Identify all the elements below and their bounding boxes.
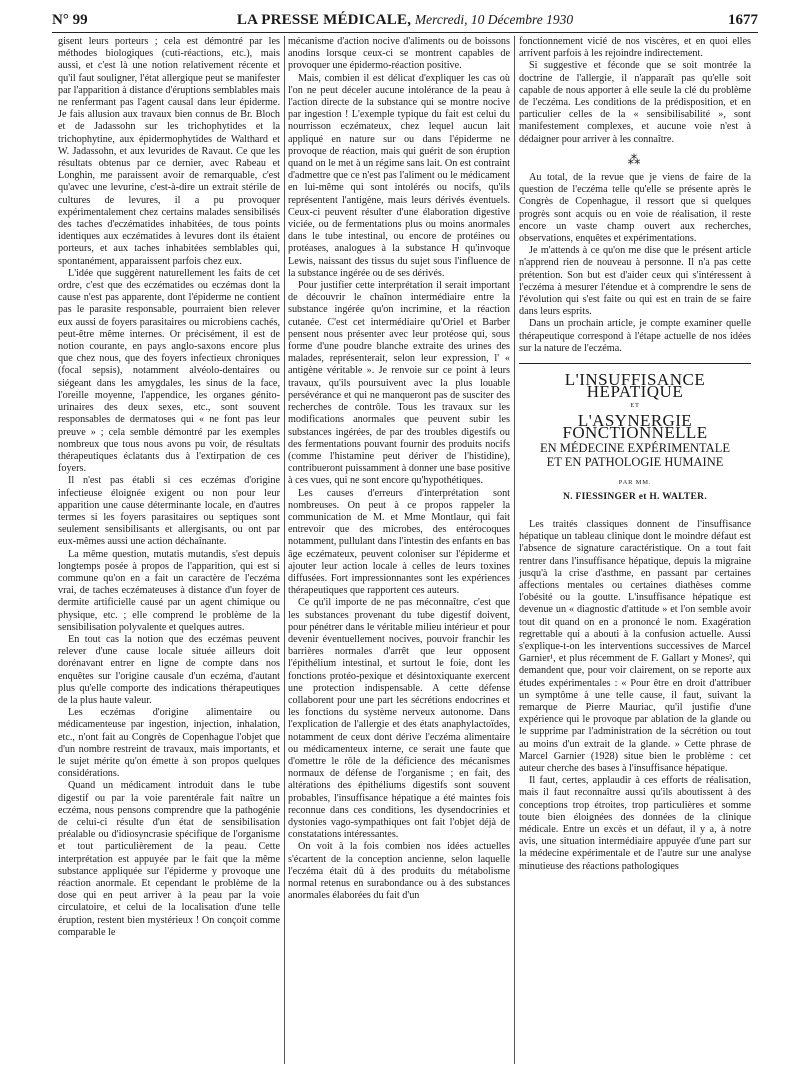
paragraph: Quand un médicament introduit dans le tube digestif ou par la voie parentérale fait naître un eczéma, nous pensons comprendre que la pathogénie de celui-ci résulte d'un état de sensibilisation préalable ou d'idiosyncrasie spécifique de l'organisme et tout particulièrement de la peau. Cette interprétation est appuyée par le fait que la même substance appliquée sur l'épiderme y provoque une réaction anormale. Et cependant le problème de la dose qui en peut arriver à la peau par la voie circulatoire, et celui de la localisation d'une telle éruption, restent bien mystérieux ! On conçoit comme comparable le (58, 780, 280, 938)
paragraph: On voit à la fois combien nos idées actuelles s'écartent de la conception ancienne, selon laquelle l'eczéma était dû à des produits du métabolisme normal retenus en surabondance ou à des substances anormales élaborées du fait d'un (288, 841, 510, 902)
paragraph: La même question, mutatis mutandis, s'est depuis longtemps posée à propos de l'apparition, qui est si commune qu'on en a fait un caractère de l'eczéma vrai, de taches eczémateuses à distance d'un foyer de dermite artificielle causé par un agent chimique ou physique, etc. ; elle comprend le problème de la sensibilisation polyvalente et quelques autres. (58, 548, 280, 633)
paragraph: Il faut, certes, applaudir à ces efforts de réalisation, mais il faut reconnaître aussi qu'ils aboutissent à des conceptions trop étroites, trop particulières et somme toute bien éloignées des données de la clinique médicale. Entre un excès et un défaut, il y a, à notre avis, une situation intermédiaire appuyée d'une part sur la médecine expérimentale et de l'autre sur une analyse minutieuse des réactions pathologiques (519, 775, 751, 872)
paragraph: Les causes d'erreurs d'interprétation sont nombreuses. On peut à ce propos rappeler la communication de M. et Mme Montlaur, qui fait entrevoir que des microbes, des entérocoques notamment, pullulant dans l'intestin des enfants en bas âge eczémateux, peuvent coloniser sur l'épiderme et ajouter leur action locale à celles de leurs toxines diffusées. Fort impressionnantes sont les expériences thérapeutiques que rapportent ces auteurs. (288, 487, 510, 597)
paragraph: gisent leurs porteurs ; cela est démontré par les méthodes biologiques (cuti-réactions, etc.), mais aussi, et c'est là une notion relativement récente et qu'il faut souligner, l'état allergique peut se manifester par l'apparition à distance d'éruptions semblables mais ne renfermant pas l'agent causal dans leur épiderme. Je fais allusion aux travaux bien connus de Br. Bloch et de Jadassohn sur les trichophytides et la trichophytine, aux épidermophytides de Walthard et W. Jadassohn, et aux levurides de Ravaut. Ce que les résultats obtenus par ce dernier, avec Rabeau et Longhin, me paraissent avoir de remarquable, c'est qu'avec une levurine, c'est-à-dire un extrait stérile de cultures de levures, il a pu provoquer expérimentalement chez certains malades sensibilisés des taches d'eczématides inhabitées, de tous points identiques aux eczématides à levures dont ils étaient porteurs, et aux taches inhabitées semblables qui, spontanément, apparaissent parfois chez eux. (58, 36, 280, 267)
paragraph: Les eczémas d'origine alimentaire ou médicamenteuse par ingestion, injection, inhalation, etc., n'ont fait au Congrès de Copenhague l'objet que d'un nombre restreint de travaux, mais importants, et le sujet mérite qu'on émette à son propos quelques considérations. (58, 707, 280, 780)
paragraph: Ce qu'il importe de ne pas méconnaître, c'est que les substances provenant du tube digestif doivent, pour pénétrer dans le véritable milieu intérieur et pour devenir éventuellement nocives, pouvoir franchir les barrières normales d'arrêt que leur opposent l'épithélium intestinal, et surtout le foie, dont les fonctions protéo-pexique et désintoxiquante exercent une protection indispensable. A cette défense collaborent pour une part les sécrétions endocrines et les fonctions du système nerveux autonome. Dans l'explication de l'allergie et des états anaphylactoïdes, notamment de ceux dont dérive l'eczéma alimentaire ou médicamenteux interne, ce serait une faute que d'omettre le rôle de la déficience des mécanismes normaux de défense de l'organisme ; en fait, des altérations des épithéliums digestifs sont souvent probables, l'insuffisance hépatique a été maintes fois reconnue dans ces conditions, les dysendocrinies et dystonies vago-sympathiques ont fait l'objet déjà de constatations intéressantes. (288, 597, 510, 841)
paragraph: Les traités classiques donnent de l'insuffisance hépatique un tableau clinique dont le moindre défaut est l'absence de signature caractéristique. On a tout fait rentrer dans l'insuffisance hépatique, depuis la migraine jusqu'à la crise d'asthme, en passant par certaines affections mentales ou certaines diathèses comme l'obésité ou la goutte. L'insuffisance hépatique est devenue un « diagnostic d'attitude » et l'on semble avoir tout dit quand on en a prononcé le nom. Exagération regrettable qui a abouti à la confusion actuelle. Aussi s'explique-t-on les interventions successives de Marcel Garnier¹, et plus récemment de F. Gallart y Mones², qui demandent que, pour voir clairement, on se reporte aux études expérimentales : « Pour être en droit d'attribuer un symptôme à une telle cause, il faut, suivant la remarque de Pierre Mauriac, qu'il justifie d'une expérience qui le provoque par ablation de la glande ou le supprime par l'administration de la sécrétion ou tout au moins d'un extrait de la glande. » Cette phrase de Marcel Garnier (1928) situe bien le problème : cet auteur cherche des bases à l'insuffisance hépatique. (519, 518, 751, 774)
paragraph: Au total, de la revue que je viens de faire de la question de l'eczéma telle qu'elle se présente après le Congrès de Copenhague, il ressort que si quelques progrès sont acquis ou en voie de réalisation, il reste encore un vaste champ ouvert aux recherches, observations, enquêtes et expérimentations. (519, 172, 751, 245)
column-3 (519, 36, 751, 873)
column-rule (284, 36, 285, 1064)
paragraph: Mais, combien il est délicat d'expliquer les cas où l'on ne peut déceler aucune intolérance de la peau à l'action directe de la substance qui se montre nocive par ingestion ! L'exemple typique du fait est celui du nourrisson eczémateux, chez lequel aucun lait appliqué en nature sur ou dans l'épiderme ne provoque de réaction, mais qui guérit de son éruption quand on le met à un régime sans lait. On est contraint d'admettre que ce n'est pas l'aliment ou le médicament en lui-même qui sont intolérés ou nocifs, qu'ils représentent l'antigène, mais leurs dérivés éventuels. Ceux-ci peuvent résulter d'une élaboration digestive viciée, ou de fermentations plus ou moins anormales dans le tube intestinal, ou encore de protéines ou protéases, analogues à la substance H qu'invoque Lewis, naissant des tissus du sujet sous l'influence de la substance ingérée ou de ses dérivés. (288, 72, 510, 279)
article-title-conjunction: ET (630, 402, 640, 410)
paragraph: Il n'est pas établi si ces eczémas d'origine infectieuse éloignée exigent ou non pour leur apparition une cause déterminante locale, en d'autres termes si les foyers parasitaires ou septiques sont seulement sensibilisants et allergisants, ou ont par eux-mêmes aussi une action déchaînante. (58, 475, 280, 548)
paragraph: L'idée que suggèrent naturellement les faits de cet ordre, c'est que des eczématides ou eczémas dont la cause n'est pas apparente, dont l'épiderme ne contient pas le parasite responsable, pourraient bien relever eux aussi de foyers parasitaires ou microbiens cachés, peut-être même internes. Or précisément, il est de notion courante, en pays anglo-saxons encore plus que chez nous, que des foyers infectieux chroniques (focal sepsis), notamment alvéolo-dentaires ou siégeant dans les amygdales, les sinus de la face, l'oreille moyenne, l'appendice, les organes génito-urinaires des deux sexes, etc., sont souvent responsables de dermatoses qui « ne font pas leur preuve » ; cela semble démontré par les exemples nombreux que tous nous avons pu voir, de résultats thérapeutiques éclatants dus à l'extirpation de ces foyers. (58, 267, 280, 475)
column-rule (514, 36, 515, 1064)
article-title-line-1: L'INSUFFISANCE HÉPATIQUE (564, 370, 706, 402)
page-number: 1677 (728, 12, 758, 28)
byline-prefix: PAR MM. (618, 478, 652, 486)
article-authors: N. FIESSINGER et H. WALTER. (562, 491, 708, 502)
article-title-line-2: L'ASYNERGIE FONCTIONNELLE (562, 410, 708, 442)
article-divider (519, 363, 751, 364)
issue-date: Mercredi, 10 Décembre 1930 (414, 12, 574, 27)
paragraph: Pour justifier cette interprétation il serait important de découvrir le chaînon intermédiaire entre la substance ingérée qu'on incrimine, et la réaction cutanée. C'est cet intermédiaire qu'Oriel et Barber pensent nous présenter avec leur protéose qui, sous forme d'une poudre blanche extraite des urines des malades, représenterait, selon leur expression, l' « antigène véritable ». Je renvoie sur ce point à leurs travaux, qu'ils poursuivent avec la plus louable persévérance et qui ne manqueront pas de susciter des recherches de contrôle. Tous les travaux sur les modifications anormales que peuvent subir les substances ingérées, de par des troubles digestifs ou des fermentations pouvant fournir des produits nocifs (comme l'histamine peut dériver de l'histidine), contribueront puissamment à donner une base positive à ces vues, qui ne sont encore qu'hypothétiques. (288, 280, 510, 487)
running-head (52, 12, 758, 29)
paragraph: En tout cas la notion que des eczémas peuvent relever d'une cause locale située ailleurs doit dorénavant entrer en ligne de compte dans nos enquêtes sur l'origine causale d'un eczéma, d'autant plus qu'elle comporte des indications thérapeutiques de la plus haute valeur. (58, 633, 280, 706)
paragraph: Je m'attends à ce qu'on me dise que le présent article n'apprend rien de nouveau à personne. Il n'a pas cette prétention. Son but est d'aider ceux qui s'intéressent à l'eczéma à mesurer l'étendue et à comprendre le sens de l'évolution qui s'est faite ou qui est en train de se faire dans leurs esprits. (519, 245, 751, 318)
paragraph: mécanisme d'action nocive d'aliments ou de boissons anodins lorsque ceux-ci se montrent capables de provoquer une épidermo-réaction positive. (288, 36, 510, 72)
journal-name: LA PRESSE MÉDICALE, (236, 12, 412, 28)
page-header (52, 10, 758, 33)
article-subtitle-line-1: EN MÉDECINE EXPÉRIMENTALE (540, 441, 730, 456)
paragraph: Si suggestive et féconde que se soit montrée la doctrine de l'allergie, il n'apparaît pas qu'elle soit capable de nous apporter à elle seule la clé du problème de l'eczéma. Les conditions de la prédisposition, et en particulier celles de la « sensibilisabilité », sont manifestement complexes, et aucune voie n'est à dédaigner pour arriver à les connaître. (519, 60, 751, 145)
paragraph: Dans un prochain article, je compte examiner quelle thérapeutique correspond à l'étape actuelle de nos idées sur la nature de l'eczéma. (519, 318, 751, 354)
issue-number: N° 99 (52, 12, 88, 28)
column-1 (58, 36, 280, 939)
paragraph: fonctionnement vicié de nos viscères, et en quoi elles arrivent parfois à les rejoindre indirectement. (519, 36, 751, 60)
column-2 (288, 36, 510, 902)
article-subtitle-line-2: ET EN PATHOLOGIE HUMAINE (546, 455, 724, 470)
article-title-block (519, 370, 751, 503)
section-separator: ⁂ (627, 151, 643, 167)
